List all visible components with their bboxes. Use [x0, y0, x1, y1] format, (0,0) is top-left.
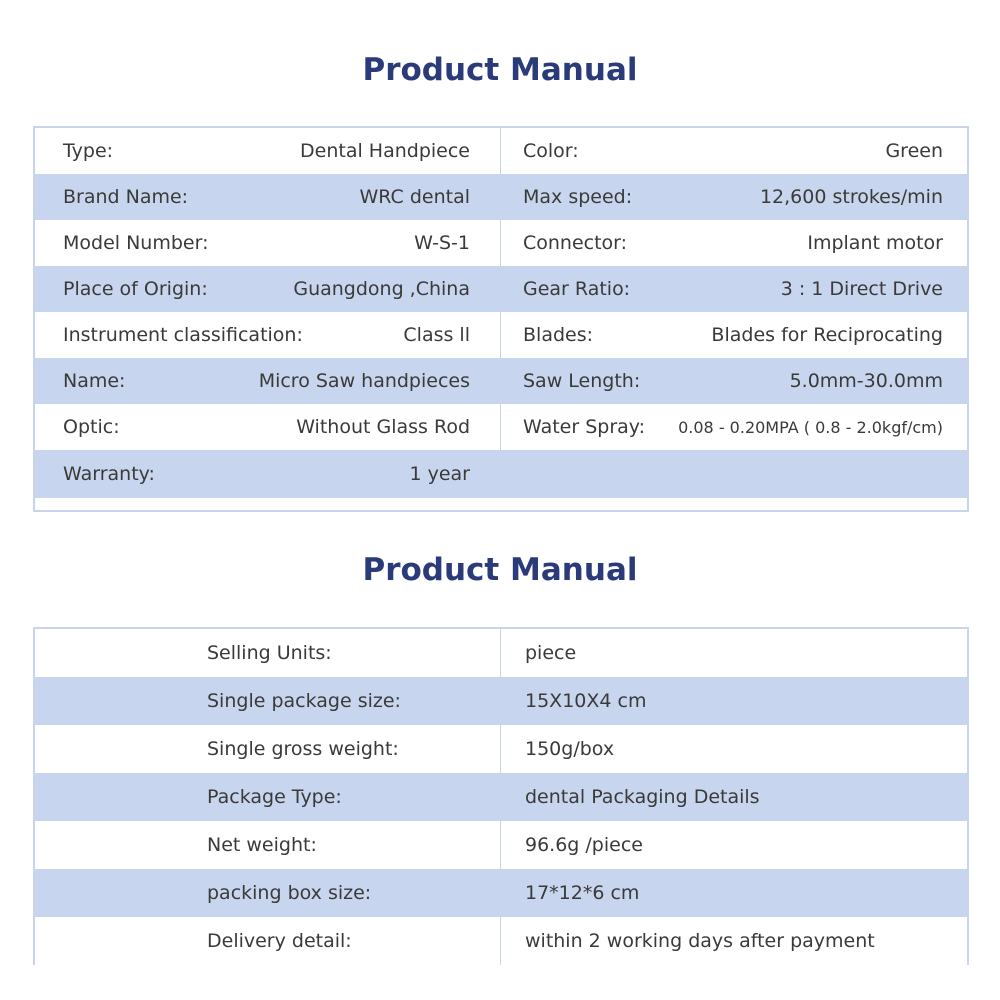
spec-cell-empty: [501, 450, 967, 498]
spec-label: Blades:: [523, 324, 594, 346]
spec-cell: [35, 450, 501, 498]
spec-value: Guangdong ,China: [293, 278, 470, 300]
table-row: [35, 677, 967, 725]
spec-label: Color:: [523, 140, 579, 162]
spec-cell: [35, 358, 501, 404]
table-row: [35, 266, 967, 312]
pack-label: packing box size:: [35, 869, 501, 917]
spec-cell: [35, 312, 501, 358]
table-row: [35, 917, 967, 965]
spec-value: Green: [885, 140, 943, 162]
spec-cell: [35, 220, 501, 266]
spec-label: Name:: [63, 370, 126, 392]
packaging-table: [33, 627, 969, 965]
table-row: [35, 725, 967, 773]
section2-title: Product Manual: [362, 552, 638, 588]
table-row: [35, 869, 967, 917]
spec-label: Warranty:: [63, 463, 155, 485]
spec-cell: [501, 174, 967, 220]
pack-value: piece: [525, 642, 577, 664]
spec-value: Blades for Reciprocating: [711, 324, 943, 346]
spec-cell: [501, 358, 967, 404]
spec-cell: [35, 404, 501, 450]
spec-value: W-S-1: [414, 232, 470, 254]
spec-value: Without Glass Rod: [296, 416, 470, 438]
spec-label: Connector:: [523, 232, 628, 254]
pack-label: Single package size:: [35, 677, 501, 725]
spec-cell: [35, 174, 501, 220]
spec-value: 12,600 strokes/min: [759, 186, 943, 208]
spec-value: Micro Saw handpieces: [258, 370, 470, 392]
spec-label: Gear Ratio:: [523, 278, 631, 300]
spec-cell: [35, 128, 501, 174]
table-row: [35, 358, 967, 404]
table-row: [35, 450, 967, 498]
pack-value: 96.6g /piece: [525, 834, 643, 856]
spec-value: Implant motor: [807, 232, 943, 254]
spec-value: 3 : 1 Direct Drive: [780, 278, 943, 300]
spec-cell: [501, 220, 967, 266]
pack-value: within 2 working days after payment: [525, 930, 875, 952]
product-spec-table: [33, 126, 969, 512]
pack-label: Selling Units:: [35, 629, 501, 677]
spec-value: WRC dental: [359, 186, 470, 208]
spec-value: 5.0mm-30.0mm: [789, 370, 943, 392]
pack-value: 15X10X4 cm: [525, 690, 647, 712]
table-row: [35, 821, 967, 869]
table-row: [35, 220, 967, 266]
spec-value: 1 year: [409, 463, 470, 485]
pack-label: Delivery detail:: [35, 917, 501, 965]
spec-cell: [501, 312, 967, 358]
spec-cell: [501, 128, 967, 174]
spec-label: Place of Origin:: [63, 278, 208, 300]
spec-cell: [501, 404, 967, 450]
spec-label: Max speed:: [523, 186, 633, 208]
spec-label: Instrument classification:: [63, 324, 303, 346]
table-row: [35, 773, 967, 821]
table-row: [35, 629, 967, 677]
spec-label: Brand Name:: [63, 186, 189, 208]
table-row: [35, 174, 967, 220]
pack-label: Net weight:: [35, 821, 501, 869]
table-row: [35, 404, 967, 450]
table-row: [35, 312, 967, 358]
spec-label: Model Number:: [63, 232, 209, 254]
pack-value: dental Packaging Details: [525, 786, 760, 808]
spec-value: 0.08 - 0.20MPA ( 0.8 - 2.0kgf/cm): [678, 417, 943, 437]
spec-label: Type:: [63, 140, 114, 162]
pack-value: 150g/box: [525, 738, 615, 760]
spec-value: Dental Handpiece: [300, 140, 470, 162]
spec-label: Water Spray:: [523, 416, 646, 438]
spec-label: Optic:: [63, 416, 120, 438]
section1-title: Product Manual: [362, 52, 638, 88]
spec-cell: [35, 266, 501, 312]
spec-label: Saw Length:: [523, 370, 641, 392]
spec-cell: [501, 266, 967, 312]
table-row: [35, 128, 967, 174]
pack-label: Package Type:: [35, 773, 501, 821]
pack-label: Single gross weight:: [35, 725, 501, 773]
spec-value: Class ll: [403, 324, 470, 346]
pack-value: 17*12*6 cm: [525, 882, 640, 904]
